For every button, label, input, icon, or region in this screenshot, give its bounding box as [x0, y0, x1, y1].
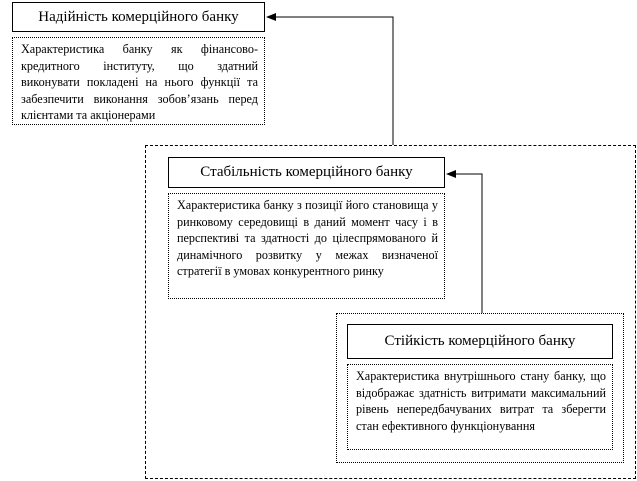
sustainability-description: Характеристика внутрішнього стану банку, що відображає здатність витримати максимальний рівень непередбачуваних витрат та зберегти стан ефективного функціонування — [356, 369, 606, 433]
arrow-to-stability — [447, 174, 482, 313]
sustainability-title: Стійкість комерційного банку — [384, 333, 576, 349]
reliability-title: Надійність комерційного банку — [38, 8, 239, 25]
arrow-to-reliability — [267, 17, 393, 145]
stability-description: Характеристика банку з позиції його становища у ринковому середовищі в даний момент часу і в перспективі та здатності до цілеспрямованого й динамічного розвитку у межах визначеної стратегії в умовах конкурентного ринку — [177, 198, 438, 278]
stability-title: Стабільність комерційного банку — [200, 164, 413, 180]
reliability-description: Характеристика банку як фінансово-кредитного інституту, що здатний виконувати покладені на нього функції та забезпечити виконання зобов’язань перед клієнтами та акціонерами — [21, 42, 258, 122]
